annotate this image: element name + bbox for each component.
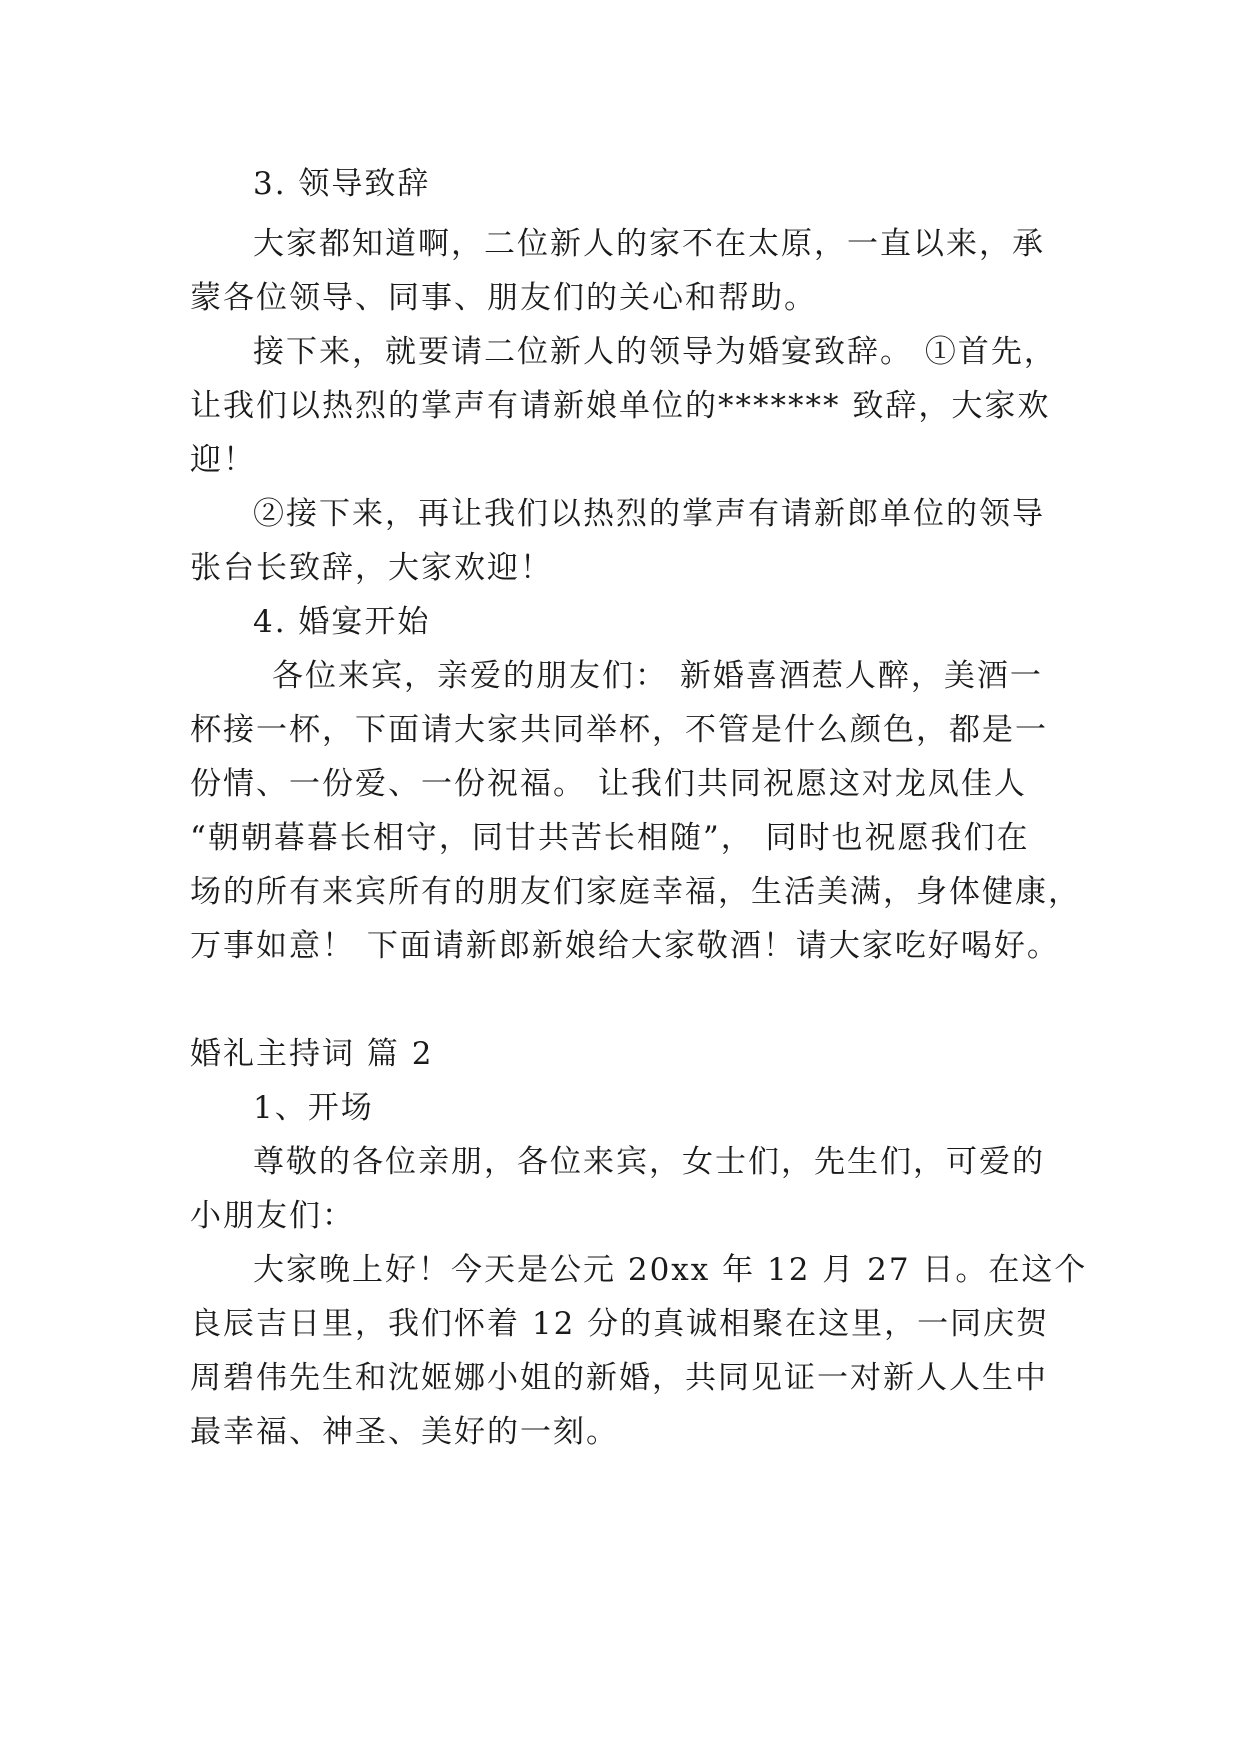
section-heading-leader-speech: 3. 领导致辞 <box>253 166 431 202</box>
paragraph-line: 周碧伟先生和沈姬娜小姐的新婚，共同见证一对新人人生中 <box>190 1360 1048 1396</box>
paragraph-line: 蒙各位领导、同事、朋友们的关心和帮助。 <box>190 280 817 316</box>
paragraph-line: 接下来，就要请二位新人的领导为婚宴致辞。 ①首先， <box>253 334 1057 370</box>
section-heading-opening: 1、开场 <box>253 1090 374 1126</box>
paragraph-line: 万事如意！ 下面请新郎新娘给大家敬酒！请大家吃好喝好。 <box>190 928 1060 964</box>
paragraph-line: 张台长致辞，大家欢迎！ <box>190 550 553 586</box>
paragraph-line: ②接下来，再让我们以热烈的掌声有请新郎单位的领导 <box>253 496 1045 532</box>
paragraph-line: 大家晚上好！今天是公元 20xx 年 12 月 27 日。在这个 <box>253 1252 1088 1288</box>
paragraph-line: 份情、一份爱、一份祝福。 让我们共同祝愿这对龙凤佳人 <box>190 766 1027 802</box>
paragraph-line: 良辰吉日里，我们怀着 12 分的真诚相聚在这里，一同庆贺 <box>190 1306 1050 1342</box>
document-title-part2: 婚礼主持词 篇 2 <box>190 1036 434 1072</box>
paragraph-line: 大家都知道啊，二位新人的家不在太原，一直以来，承 <box>253 226 1045 262</box>
paragraph-line: 最幸福、神圣、美好的一刻。 <box>190 1414 619 1450</box>
paragraph-line: 迎！ <box>190 442 256 478</box>
section-heading-banquet-start: 4. 婚宴开始 <box>253 604 431 640</box>
paragraph-line: 让我们以热烈的掌声有请新娘单位的******* 致辞，大家欢 <box>190 388 1051 424</box>
paragraph-line: 场的所有来宾所有的朋友们家庭幸福，生活美满，身体健康， <box>190 874 1081 910</box>
paragraph-line: 杯接一杯，下面请大家共同举杯，不管是什么颜色，都是一 <box>190 712 1048 748</box>
paragraph-line: 小朋友们： <box>190 1198 355 1234</box>
paragraph-line: 尊敬的各位亲朋，各位来宾，女士们，先生们，可爱的 <box>253 1144 1045 1180</box>
paragraph-line: “朝朝暮暮长相守，同甘共苦长相随”， 同时也祝愿我们在 <box>190 820 1030 856</box>
paragraph-line: 各位来宾，亲爱的朋友们： 新婚喜酒惹人醉，美酒一 <box>272 658 1043 694</box>
